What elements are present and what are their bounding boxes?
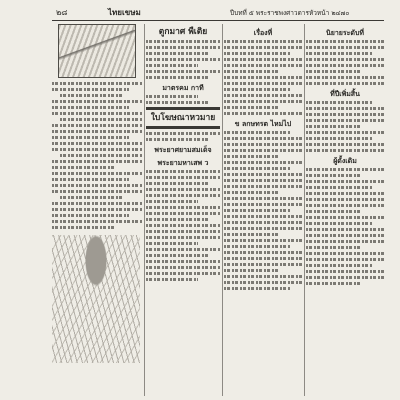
text-line xyxy=(52,106,129,109)
text-line xyxy=(306,76,384,79)
text-line xyxy=(306,192,384,195)
text-line xyxy=(52,190,142,193)
text-line xyxy=(146,272,220,275)
text-line xyxy=(224,221,302,224)
text-line xyxy=(224,185,302,188)
text-line xyxy=(52,112,142,115)
column-3 xyxy=(224,24,302,293)
text-line xyxy=(52,184,142,187)
section-heading: พระยาศยามสมเด็จ xyxy=(154,145,212,154)
text-line xyxy=(224,203,302,206)
text-line xyxy=(60,118,142,121)
text-line xyxy=(146,248,220,251)
text-line xyxy=(146,132,220,135)
date-line: ปีบทที่ ๕ พระราชพงศาวดารหัวหน้า ๒๔๗๐ xyxy=(230,9,350,17)
section-heading: พระยามหาเสพ ว xyxy=(157,158,209,167)
text-line xyxy=(306,131,384,134)
text-line xyxy=(224,173,302,176)
text-line xyxy=(224,215,302,218)
text-line xyxy=(224,137,302,140)
column-rule xyxy=(222,24,223,396)
text-line xyxy=(224,197,302,200)
illustration-bottom xyxy=(52,235,140,363)
text-line xyxy=(52,142,142,145)
text-line xyxy=(52,160,142,163)
text-line xyxy=(52,124,142,127)
text-line xyxy=(306,64,384,67)
text-line xyxy=(306,113,384,116)
text-line xyxy=(146,218,209,221)
text-line xyxy=(146,40,220,43)
text-line xyxy=(224,106,279,109)
text-line xyxy=(52,136,129,139)
text-line xyxy=(306,40,384,43)
text-line xyxy=(52,214,129,217)
text-line xyxy=(224,131,290,134)
column-1 xyxy=(52,24,142,363)
text-line xyxy=(306,137,372,140)
text-line xyxy=(224,257,302,260)
text-line xyxy=(146,212,220,215)
section-heading: เรื่องที่ xyxy=(253,28,273,37)
text-line xyxy=(52,82,142,85)
page-number: ๒๘ xyxy=(56,8,68,17)
text-line xyxy=(146,101,209,104)
text-line xyxy=(306,270,384,273)
text-line xyxy=(52,130,142,133)
text-line xyxy=(224,209,290,212)
text-line xyxy=(60,154,142,157)
text-line xyxy=(52,208,142,211)
text-line xyxy=(52,148,142,151)
text-line xyxy=(306,210,361,213)
text-line xyxy=(306,246,361,249)
text-line xyxy=(224,251,302,254)
text-line xyxy=(60,94,123,97)
text-line xyxy=(52,178,129,181)
text-line xyxy=(306,82,384,85)
text-line xyxy=(146,70,220,73)
text-line xyxy=(146,58,220,61)
column-2 xyxy=(146,24,220,284)
text-line xyxy=(224,94,302,97)
text-line xyxy=(224,245,290,248)
text-line xyxy=(306,143,384,146)
text-line xyxy=(146,170,220,173)
text-line xyxy=(306,107,384,110)
text-line xyxy=(306,58,384,61)
text-line xyxy=(146,176,220,179)
text-line xyxy=(146,64,198,67)
text-line xyxy=(146,46,220,49)
text-line xyxy=(306,276,384,279)
text-line xyxy=(60,196,123,199)
text-line xyxy=(146,200,198,203)
section-divider xyxy=(146,126,220,129)
illustration-top xyxy=(58,24,136,78)
text-line xyxy=(52,166,115,169)
text-line xyxy=(52,220,142,223)
text-line xyxy=(224,100,302,103)
column-4 xyxy=(306,24,384,288)
text-line xyxy=(306,101,372,104)
text-line xyxy=(146,254,209,257)
text-line xyxy=(306,168,384,171)
text-line xyxy=(224,239,302,242)
text-line xyxy=(146,182,209,185)
text-line xyxy=(306,149,384,152)
text-line xyxy=(52,88,129,91)
text-line xyxy=(52,172,142,175)
text-line xyxy=(224,269,279,272)
section-divider xyxy=(146,107,220,110)
text-line xyxy=(224,179,302,182)
text-line xyxy=(306,46,384,49)
text-line xyxy=(306,282,361,285)
section-heading: ผู้ดั้งเดิม xyxy=(333,156,357,165)
text-line xyxy=(146,95,198,98)
text-line xyxy=(146,138,209,141)
section-heading: ที่ปีเพิ่มสิ้น xyxy=(330,89,360,98)
text-line xyxy=(306,119,384,122)
text-line xyxy=(306,258,384,261)
column-rule xyxy=(144,24,145,396)
text-line xyxy=(224,191,279,194)
text-line xyxy=(146,206,220,209)
text-line xyxy=(224,227,302,230)
text-line xyxy=(224,76,302,79)
text-line xyxy=(306,252,384,255)
text-line xyxy=(306,264,372,267)
text-line xyxy=(146,194,220,197)
text-line xyxy=(146,242,198,245)
text-line xyxy=(224,161,302,164)
text-line xyxy=(306,204,384,207)
section-heading: ตูกมาศ พืเติย xyxy=(158,27,208,37)
text-line xyxy=(306,125,361,128)
section-heading: มาตรคม กาที xyxy=(162,83,204,92)
section-heading: ข ลกษทรต ไหม่ไป xyxy=(234,119,292,128)
text-line xyxy=(306,240,384,243)
text-line xyxy=(224,70,279,73)
text-line xyxy=(224,82,302,85)
text-line xyxy=(146,236,220,239)
text-line xyxy=(224,263,302,266)
text-line xyxy=(224,275,302,278)
text-line xyxy=(224,233,279,236)
text-line xyxy=(306,70,361,73)
text-line xyxy=(224,64,302,67)
text-line xyxy=(224,287,290,290)
text-line xyxy=(306,228,384,231)
section-heading: ใบโฆษณาหวมาย xyxy=(150,113,216,123)
column-rule xyxy=(304,24,305,396)
text-line xyxy=(306,174,361,177)
text-line xyxy=(146,230,220,233)
text-line xyxy=(52,202,142,205)
text-line xyxy=(224,40,302,43)
text-line xyxy=(52,100,142,103)
text-line xyxy=(224,112,302,115)
text-line xyxy=(306,222,372,225)
text-line xyxy=(224,155,279,158)
text-line xyxy=(224,167,290,170)
text-line xyxy=(224,52,290,55)
text-line xyxy=(146,224,220,227)
text-line xyxy=(306,198,384,201)
text-line xyxy=(306,234,384,237)
section-heading: นิยายระดับที่ xyxy=(325,28,365,37)
text-line xyxy=(146,52,209,55)
text-line xyxy=(306,52,372,55)
text-line xyxy=(146,260,220,263)
text-line xyxy=(224,143,302,146)
text-line xyxy=(52,226,115,229)
text-line xyxy=(224,58,302,61)
text-line xyxy=(146,188,220,191)
text-line xyxy=(224,88,290,91)
text-line xyxy=(306,180,384,183)
text-line xyxy=(146,266,220,269)
text-line xyxy=(224,46,302,49)
text-line xyxy=(146,278,198,281)
text-line xyxy=(146,76,209,79)
text-line xyxy=(224,281,302,284)
page-header xyxy=(52,6,384,21)
masthead: ไทยเขษม xyxy=(108,7,141,17)
text-line xyxy=(224,149,302,152)
text-line xyxy=(306,186,372,189)
text-line xyxy=(306,216,384,219)
